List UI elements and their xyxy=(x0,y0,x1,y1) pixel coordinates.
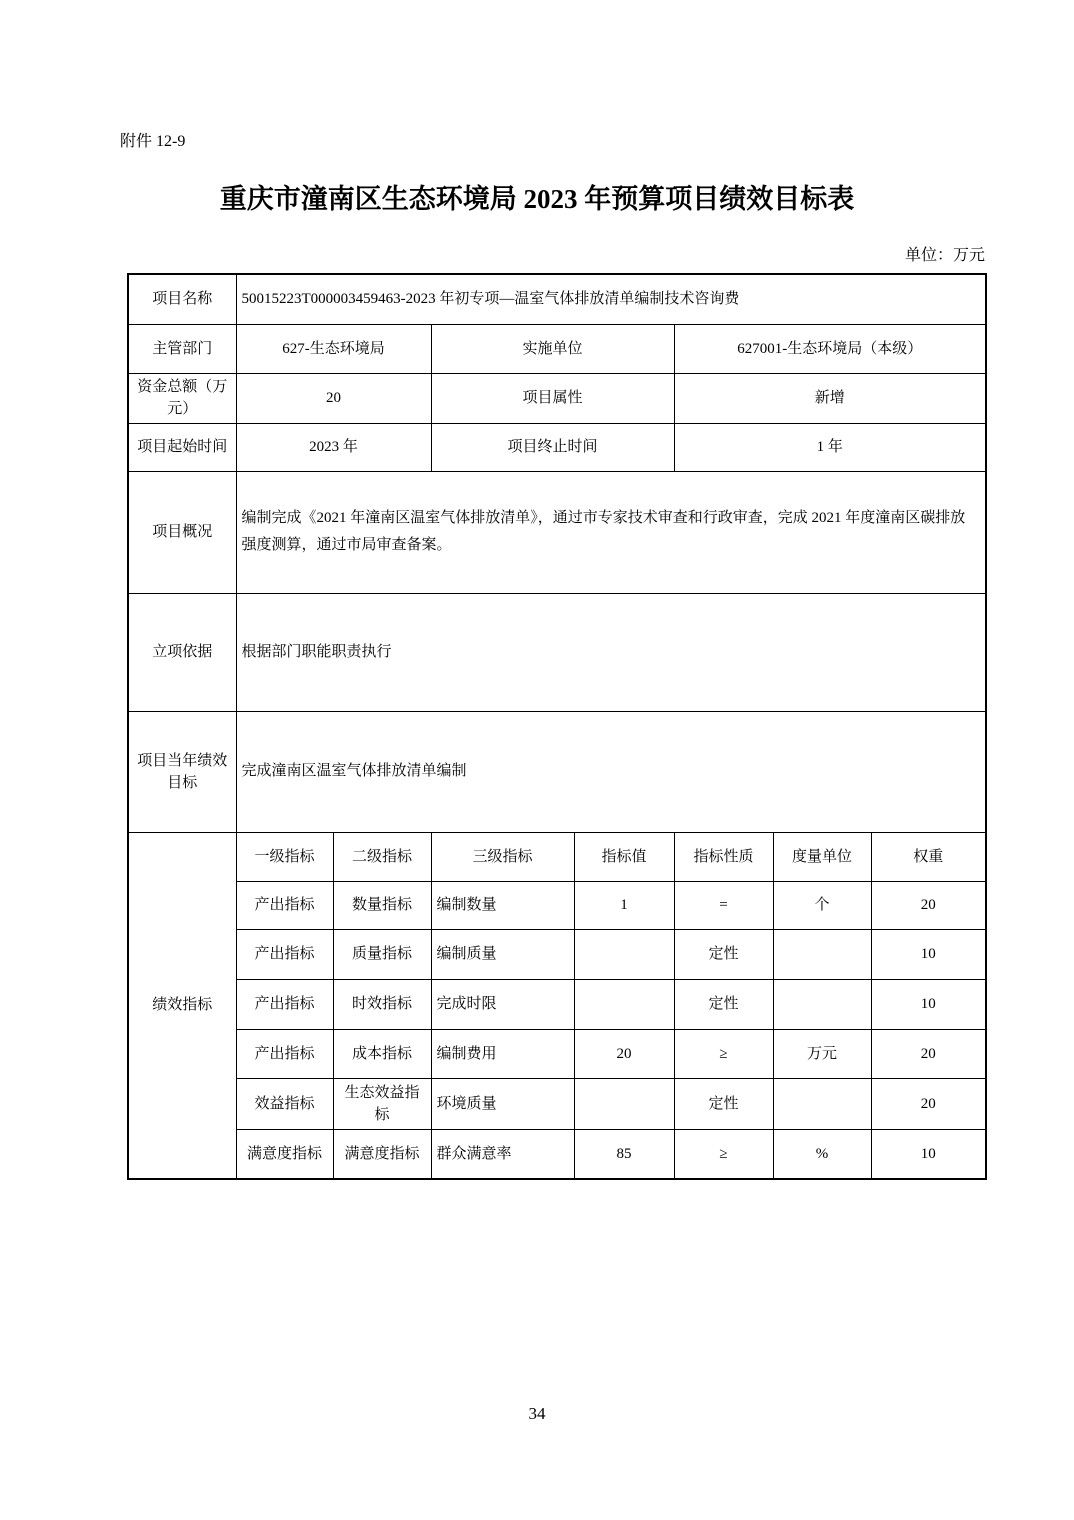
indicator-unit: 个 xyxy=(773,881,871,929)
indicator-row xyxy=(128,881,986,929)
indicator-nature: = xyxy=(674,881,773,929)
header-level2: 二级指标 xyxy=(333,832,431,881)
indicator-weight: 20 xyxy=(871,1029,986,1078)
indicator-value xyxy=(574,929,674,979)
indicator-level2: 质量指标 xyxy=(333,929,431,979)
indicator-unit xyxy=(773,979,871,1029)
indicator-level3: 编制质量 xyxy=(431,929,574,979)
indicators-section-label: 绩效指标 xyxy=(128,832,236,1179)
total-fund-label: 资金总额（万元） xyxy=(128,373,236,423)
indicator-value xyxy=(574,979,674,1029)
indicator-level2: 时效指标 xyxy=(333,979,431,1029)
project-name-label: 项目名称 xyxy=(128,274,236,324)
impl-unit-value: 627001-生态环境局（本级） xyxy=(674,324,986,373)
page-number: 34 xyxy=(528,1404,546,1423)
performance-target-table xyxy=(127,273,987,1180)
header-value: 指标值 xyxy=(574,832,674,881)
indicator-level1: 满意度指标 xyxy=(236,1129,333,1179)
dept-value: 627-生态环境局 xyxy=(236,324,431,373)
indicator-level2: 生态效益指标 xyxy=(333,1078,431,1129)
end-label: 项目终止时间 xyxy=(431,423,674,471)
indicator-row xyxy=(128,1078,986,1129)
indicator-level1: 产出指标 xyxy=(236,1029,333,1078)
indicator-level2: 数量指标 xyxy=(333,881,431,929)
indicator-unit xyxy=(773,1078,871,1129)
indicator-level3: 编制数量 xyxy=(431,881,574,929)
impl-unit-label: 实施单位 xyxy=(431,324,674,373)
indicator-nature: 定性 xyxy=(674,1078,773,1129)
indicator-level1: 产出指标 xyxy=(236,881,333,929)
dept-label: 主管部门 xyxy=(128,324,236,373)
page-title: 重庆市潼南区生态环境局 2023 年预算项目绩效目标表 xyxy=(219,184,855,214)
end-value: 1 年 xyxy=(674,423,986,471)
header-nature: 指标性质 xyxy=(674,832,773,881)
basis-value: 根据部门职能职责执行 xyxy=(236,593,986,711)
indicator-row xyxy=(128,929,986,979)
start-value: 2023 年 xyxy=(236,423,431,471)
indicator-level2: 成本指标 xyxy=(333,1029,431,1078)
row-departments xyxy=(128,324,986,373)
indicator-row xyxy=(128,1029,986,1078)
indicator-row xyxy=(128,979,986,1029)
indicator-row xyxy=(128,1129,986,1179)
indicator-nature: ≥ xyxy=(674,1129,773,1179)
start-label: 项目起始时间 xyxy=(128,423,236,471)
indicator-level1: 产出指标 xyxy=(236,929,333,979)
basis-label: 立项依据 xyxy=(128,593,236,711)
header-unit: 度量单位 xyxy=(773,832,871,881)
indicator-level3: 群众满意率 xyxy=(431,1129,574,1179)
total-fund-value: 20 xyxy=(236,373,431,423)
header-level1: 一级指标 xyxy=(236,832,333,881)
indicator-level1: 产出指标 xyxy=(236,979,333,1029)
row-overview xyxy=(128,471,986,593)
indicator-nature: ≥ xyxy=(674,1029,773,1078)
header-level3: 三级指标 xyxy=(431,832,574,881)
indicator-weight: 10 xyxy=(871,979,986,1029)
header-weight: 权重 xyxy=(871,832,986,881)
indicator-weight: 10 xyxy=(871,929,986,979)
overview-label: 项目概况 xyxy=(128,471,236,593)
unit-note: 单位：万元 xyxy=(904,247,985,264)
indicator-weight: 20 xyxy=(871,881,986,929)
row-dates xyxy=(128,423,986,471)
row-goal xyxy=(128,711,986,832)
indicator-header-row xyxy=(128,832,986,881)
row-basis xyxy=(128,593,986,711)
row-funding xyxy=(128,373,986,423)
indicator-value: 1 xyxy=(574,881,674,929)
indicator-value: 20 xyxy=(574,1029,674,1078)
project-name-value: 50015223T000003459463-2023 年初专项—温室气体排放清单编制技术咨询费 xyxy=(236,274,986,324)
indicator-level3: 编制费用 xyxy=(431,1029,574,1078)
indicator-unit: 万元 xyxy=(773,1029,871,1078)
indicator-unit xyxy=(773,929,871,979)
goal-value: 完成潼南区温室气体排放清单编制 xyxy=(236,711,986,832)
indicator-level1: 效益指标 xyxy=(236,1078,333,1129)
goal-label: 项目当年绩效目标 xyxy=(128,711,236,832)
attachment-label: 附件 12-9 xyxy=(120,133,186,150)
indicator-weight: 10 xyxy=(871,1129,986,1179)
indicator-value: 85 xyxy=(574,1129,674,1179)
indicator-weight: 20 xyxy=(871,1078,986,1129)
overview-value: 编制完成《2021 年潼南区温室气体排放清单》，通过市专家技术审查和行政审查，完成 2021 年度潼南区碳排放强度测算，通过市局审查备案。 xyxy=(236,471,986,593)
row-project-name xyxy=(128,274,986,324)
indicator-nature: 定性 xyxy=(674,979,773,1029)
attr-label: 项目属性 xyxy=(431,373,674,423)
attr-value: 新增 xyxy=(674,373,986,423)
indicator-nature: 定性 xyxy=(674,929,773,979)
indicator-level3: 完成时限 xyxy=(431,979,574,1029)
indicator-unit: % xyxy=(773,1129,871,1179)
indicator-value xyxy=(574,1078,674,1129)
indicator-level2: 满意度指标 xyxy=(333,1129,431,1179)
indicator-level3: 环境质量 xyxy=(431,1078,574,1129)
